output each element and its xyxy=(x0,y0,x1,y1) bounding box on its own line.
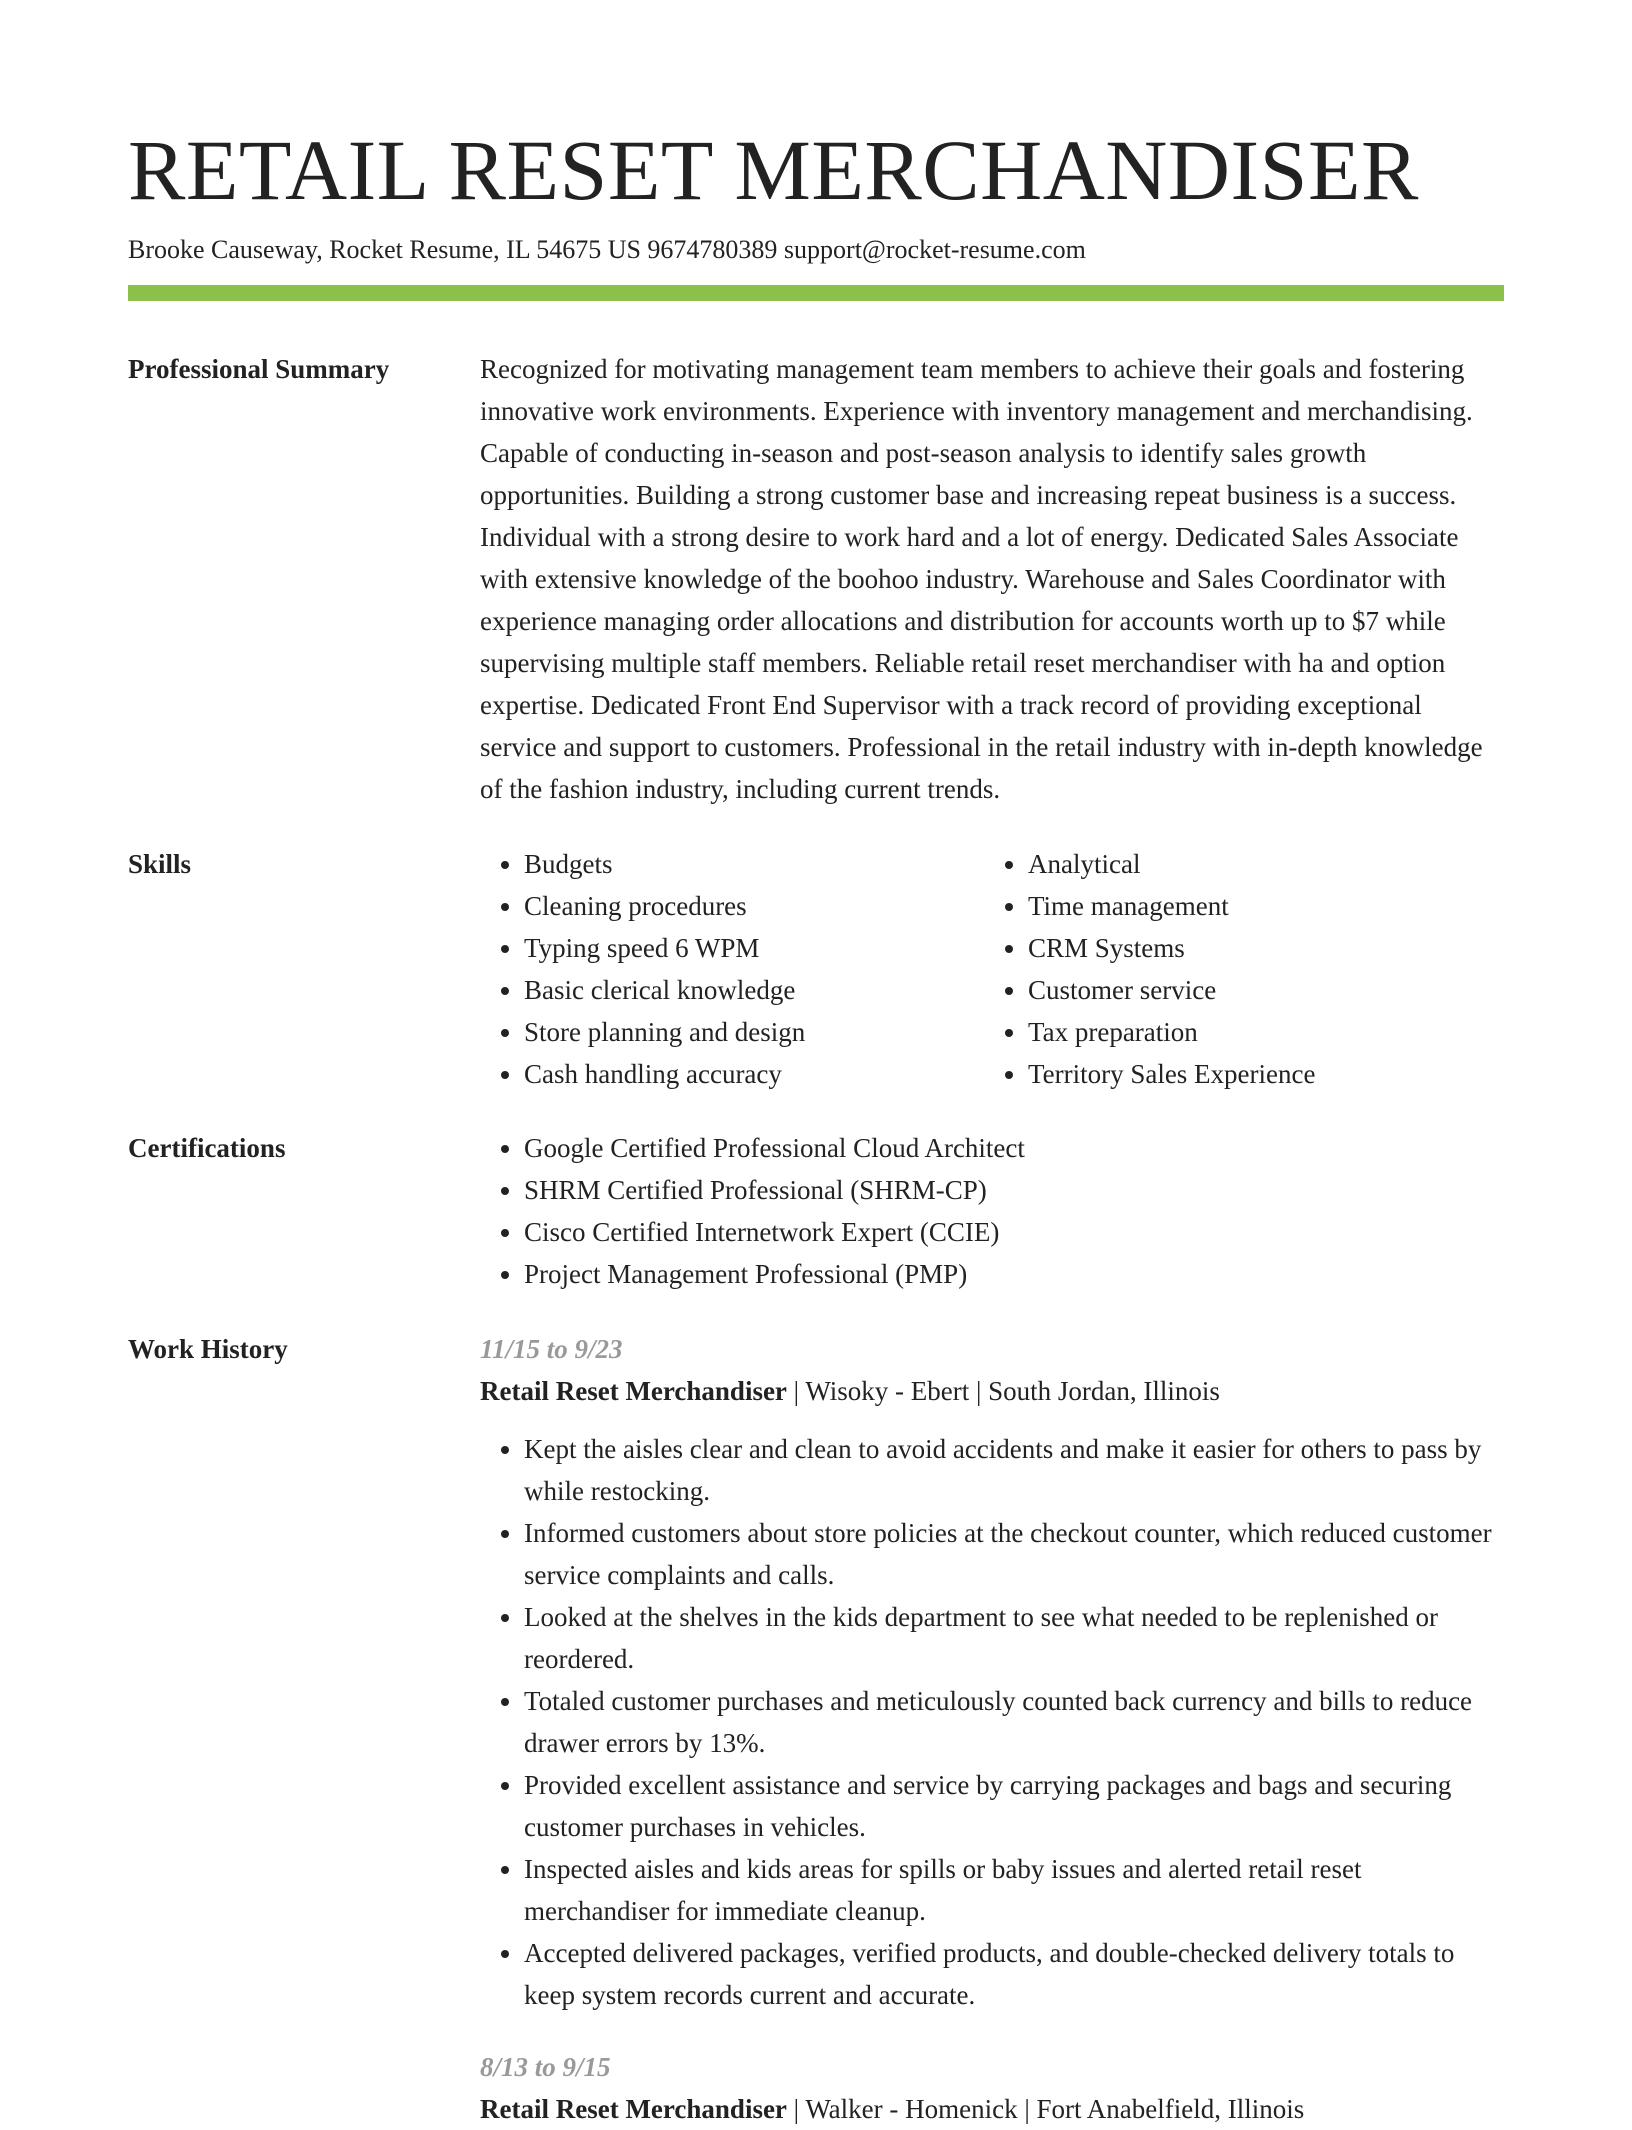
job-bullets xyxy=(480,1428,1504,2016)
work-history-body xyxy=(480,1328,1504,2124)
skill-item: • Customer service xyxy=(1028,969,1488,1011)
job-bullet: • Totaled customer purchases and meticulously counted back currency and bills to reduce drawer errors by 13%. xyxy=(524,1680,1504,1764)
skills-list-left xyxy=(480,843,984,1095)
certification-item: • Cisco Certified Internetwork Expert (CCIE) xyxy=(524,1211,1504,1253)
skill-item: • Basic clerical knowledge xyxy=(524,969,984,1011)
summary-body xyxy=(480,348,1504,810)
work-history-label: Work History xyxy=(128,1334,288,1364)
skills-columns xyxy=(480,843,1504,1095)
skill-item: • Cleaning procedures xyxy=(524,885,984,927)
skills-body xyxy=(480,843,1504,1095)
skills-list-right xyxy=(984,843,1488,1095)
job-bullet: • Provided excellent assistance and service by carrying packages and bags and securing customer purchases in vehicles. xyxy=(524,1764,1504,1848)
certifications-body xyxy=(480,1127,1504,1295)
certifications-list xyxy=(480,1127,1504,1295)
skill-item: • Store planning and design xyxy=(524,1011,984,1053)
certifications-label: Certifications xyxy=(128,1133,286,1163)
skill-item: • CRM Systems xyxy=(1028,927,1488,969)
skill-item: • Cash handling accuracy xyxy=(524,1053,984,1095)
header-divider xyxy=(128,285,1504,301)
resume-title: RETAIL RESET MERCHANDISER xyxy=(128,122,1419,218)
job-title: Retail Reset Merchandiser xyxy=(480,2094,787,2124)
job-entry xyxy=(480,1328,1504,2016)
job-heading xyxy=(480,1370,1504,1412)
job-bullet: • Inspected aisles and kids areas for spills or baby issues and alerted retail reset merchandiser for immediate cleanup. xyxy=(524,1848,1504,1932)
job-employer-location: | Wisoky - Ebert | South Jordan, Illinois xyxy=(786,1376,1220,1406)
job-bullet: • Informed customers about store policies at the checkout counter, which reduced customer service complaints and calls. xyxy=(524,1512,1504,1596)
skills-label: Skills xyxy=(128,849,192,879)
job-dates: 8/13 to 9/15 xyxy=(480,2052,611,2082)
job-employer-location: | Walker - Homenick | Fort Anabelfield, Illinois xyxy=(786,2094,1305,2124)
skill-item: • Tax preparation xyxy=(1028,1011,1488,1053)
summary-label: Professional Summary xyxy=(128,354,390,384)
summary-text: Recognized for motivating management team members to achieve their goals and fostering innovative work environments. Experience with inventory management and merchandising. Capable of conducting in-season and post-season analysis to identify sales growth opportunities. Building a strong customer base and increasing repeat business is a success. Individual with a strong desire to work hard and a lot of energy. Dedicated Sales Associate with extensive knowledge of the boohoo industry. Warehouse and Sales Coordinator with experience managing order allocations and distribution for accounts worth up to $7 while supervising multiple staff members. Reliable retail reset merchandiser with ha and option expertise. Dedicated Front End Supervisor with a track record of providing exceptional service and support to customers. Professional in the retail industry with in-depth knowledge of the fashion industry, including current trends. xyxy=(480,354,1483,804)
job-bullet: • Accepted delivered packages, verified products, and double-checked delivery totals to keep system records current and accurate. xyxy=(524,1932,1504,2016)
job-dates: 11/15 to 9/23 xyxy=(480,1334,623,1364)
certification-item: • SHRM Certified Professional (SHRM-CP) xyxy=(524,1169,1504,1211)
skill-item: • Analytical xyxy=(1028,843,1488,885)
job-heading xyxy=(480,2088,1504,2130)
skill-item: • Time management xyxy=(1028,885,1488,927)
job-bullet: • Kept the aisles clear and clean to avoid accidents and make it easier for others to pass by while restocking. xyxy=(524,1428,1504,1512)
contact-line: Brooke Causeway, Rocket Resume, IL 54675 US 9674780389 support@rocket-resume.com xyxy=(128,235,1086,264)
skill-item: • Typing speed 6 WPM xyxy=(524,927,984,969)
job-title: Retail Reset Merchandiser xyxy=(480,1376,787,1406)
skill-item: • Territory Sales Experience xyxy=(1028,1053,1488,1095)
skill-item: • Budgets xyxy=(524,843,984,885)
job-entry xyxy=(480,2046,1504,2130)
job-bullet: • Looked at the shelves in the kids department to see what needed to be replenished or reordered. xyxy=(524,1596,1504,1680)
certification-item: • Project Management Professional (PMP) xyxy=(524,1253,1504,1295)
certification-item: • Google Certified Professional Cloud Architect xyxy=(524,1127,1504,1169)
